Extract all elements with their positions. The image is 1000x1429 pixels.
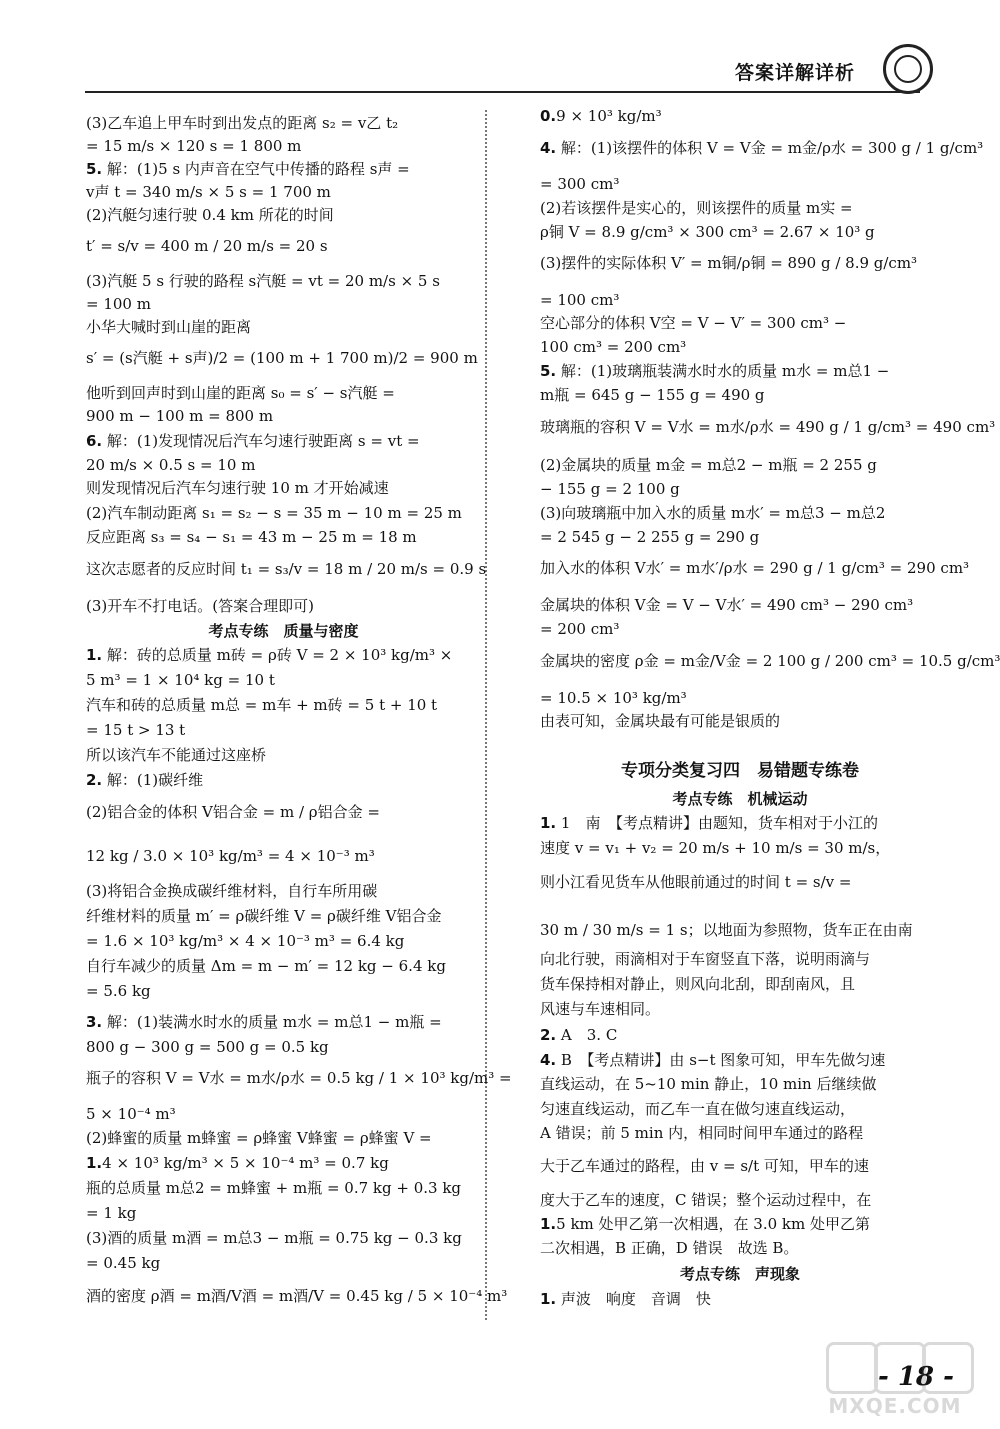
text-line: 纤维材料的质量 m′ = ρ碳纤维 V = ρ碳纤维 V铝合金: [86, 907, 442, 925]
text-line: 1.4 × 10³ kg/m³ × 5 × 10⁻⁴ m³ = 0.7 kg: [86, 1154, 389, 1172]
text-line: 酒的密度 ρ酒 = m酒/V酒 = m酒/V = 0.45 kg / 5 × 10⁻⁴ m³: [86, 1287, 508, 1305]
text-line: 向北行驶，雨滴相对于车窗竖直下落，说明雨滴与: [540, 950, 871, 968]
text-line: 匀速直线运动，而乙车一直在做匀速直线运动，: [540, 1100, 856, 1118]
text-line: 100 cm³ = 200 cm³: [540, 338, 687, 356]
logo-icon: [883, 44, 933, 94]
text-line: m瓶 = 645 g − 155 g = 490 g: [540, 386, 765, 404]
text-line: 直线运动，在 5~10 min 静止，10 min 后继续做: [540, 1075, 877, 1093]
watermark-logo: [820, 1342, 970, 1418]
text-line: 5. 解：(1)5 s 内声音在空气中传播的路程 s声 =: [86, 160, 410, 178]
text-line: 玻璃瓶的容积 V = V水 = m水/ρ水 = 490 g / 1 g/cm³ = 490 cm³: [540, 418, 996, 436]
text-line: (3)乙车追上甲车时到出发点的距离 s₂ = v乙 t₂: [86, 114, 399, 132]
text-line: (3)酒的质量 m酒 = m总3 − m瓶 = 0.75 kg − 0.3 kg: [86, 1229, 462, 1247]
text-line: (2)铝合金的体积 V铝合金 = m / ρ铝合金 =: [86, 803, 380, 821]
text-line: 1. 1 南 【考点精讲】由题知，货车相对于小江的: [540, 814, 878, 832]
text-line: (3)开车不打电话。(答案合理即可): [86, 597, 314, 615]
text-line: 速度 v = v₁ + v₂ = 20 m/s + 10 m/s = 30 m/s，: [540, 839, 891, 857]
text-line: 1. 解：砖的总质量 m砖 = ρ砖 V = 2 × 10³ kg/m³ ×: [86, 646, 453, 664]
section-heading: 考点专练 声现象: [679, 1265, 800, 1283]
text-line: t′ = s/v = 400 m / 20 m/s = 20 s: [86, 237, 328, 255]
text-line: 20 m/s × 0.5 s = 10 m: [86, 456, 256, 474]
page-number: - 18 -: [878, 1362, 954, 1392]
text-line: 1. 声波 响度 音调 快: [540, 1290, 711, 1308]
text-line: 30 m / 30 m/s = 1 s；以地面为参照物，货车正在由南: [540, 921, 913, 939]
header-rule: [85, 91, 920, 93]
text-line: 0.9 × 10³ kg/m³: [540, 107, 662, 125]
text-line: (2)金属块的质量 m金 = m总2 − m瓶 = 2 255 g: [540, 456, 877, 474]
text-line: 2. A 3. C: [540, 1026, 618, 1044]
text-line: 瓶子的容积 V = V水 = m水/ρ水 = 0.5 kg / 1 × 10³ kg/m³ =: [86, 1069, 512, 1087]
text-line: 瓶的总质量 m总2 = m蜂蜜 + m瓶 = 0.7 kg + 0.3 kg: [86, 1179, 462, 1197]
page-header-title: 答案详解详析: [735, 62, 856, 84]
text-line: 货车保持相对静止，则风向北刮，即刮南风，且: [540, 975, 856, 993]
text-line: 3. 解：(1)装满水时水的质量 m水 = m总1 − m瓶 =: [86, 1013, 442, 1031]
text-line: = 300 cm³: [540, 175, 620, 193]
text-line: 12 kg / 3.0 × 10³ kg/m³ = 4 × 10⁻³ m³: [86, 847, 375, 865]
section-heading: 考点专练 质量与密度: [208, 622, 359, 640]
text-line: v声 t = 340 m/s × 5 s = 1 700 m: [86, 183, 331, 201]
text-line: 由表可知，金属块最有可能是银质的: [540, 712, 781, 730]
text-line: 这次志愿者的反应时间 t₁ = s₃/v = 18 m / 20 m/s = 0.9 s: [86, 560, 487, 578]
text-line: 风速与车速相同。: [540, 1000, 661, 1018]
text-line: (2)汽车制动距离 s₁ = s₂ − s = 35 m − 10 m = 25 m: [86, 504, 462, 522]
text-line: = 10.5 × 10³ kg/m³: [540, 689, 687, 707]
text-line: (3)向玻璃瓶中加入水的质量 m水′ = m总3 − m总2: [540, 504, 886, 522]
text-line: 小华大喊时到山崖的距离: [86, 318, 252, 336]
text-line: s′ = (s汽艇 + s声)/2 = (100 m + 1 700 m)/2 = 900 m: [86, 349, 478, 367]
text-line: 二次相遇，B 正确，D 错误 故选 B。: [540, 1239, 799, 1257]
text-line: = 5.6 kg: [86, 982, 151, 1000]
text-line: 度大于乙车的速度，C 错误；整个运动过程中，在: [540, 1191, 872, 1209]
text-line: 则发现情况后汽车匀速行驶 10 m 才开始减速: [86, 479, 389, 497]
text-line: (3)将铝合金换成碳纤维材料，自行车所用碳: [86, 882, 378, 900]
text-line: ρ铜 V = 8.9 g/cm³ × 300 cm³ = 2.67 × 10³ g: [540, 223, 875, 241]
text-line: = 100 cm³: [540, 291, 620, 309]
text-line: = 15 t > 13 t: [86, 721, 186, 739]
text-line: 5. 解：(1)玻璃瓶装满水时水的质量 m水 = m总1 −: [540, 362, 890, 380]
text-line: (2)蜂蜜的质量 m蜂蜜 = ρ蜂蜜 V蜂蜜 = ρ蜂蜜 V =: [86, 1129, 432, 1147]
text-line: 4. 解：(1)该摆件的体积 V = V金 = m金/ρ水 = 300 g / 1 g/cm³: [540, 139, 984, 157]
text-line: 自行车减少的质量 Δm = m − m′ = 12 kg − 6.4 kg: [86, 957, 446, 975]
text-line: (2)若该摆件是实心的，则该摆件的质量 m实 =: [540, 199, 853, 217]
watermark-url: MXQE.COM: [828, 1394, 962, 1418]
text-line: 汽车和砖的总质量 m总 = m车 + m砖 = 5 t + 10 t: [86, 696, 438, 714]
text-line: = 0.45 kg: [86, 1254, 161, 1272]
text-line: 800 g − 300 g = 500 g = 0.5 kg: [86, 1038, 329, 1056]
text-line: 则小江看见货车从他眼前通过的时间 t = s/v =: [540, 873, 852, 891]
text-line: (2)汽艇匀速行驶 0.4 km 所花的时间: [86, 206, 334, 224]
text-line: 他听到回声时到山崖的距离 s₀ = s′ − s汽艇 =: [86, 384, 395, 402]
text-line: 1.5 km 处甲乙第一次相遇，在 3.0 km 处甲乙第: [540, 1215, 871, 1233]
text-line: = 2 545 g − 2 255 g = 290 g: [540, 528, 760, 546]
text-line: = 100 m: [86, 295, 151, 313]
text-line: 所以该汽车不能通过这座桥: [86, 746, 267, 764]
text-line: = 15 m/s × 120 s = 1 800 m: [86, 137, 302, 155]
text-line: 5 × 10⁻⁴ m³: [86, 1105, 176, 1123]
text-line: 金属块的密度 ρ金 = m金/V金 = 2 100 g / 200 cm³ = 10.5 g/cm³: [540, 652, 1000, 670]
text-line: 空心部分的体积 V空 = V − V′ = 300 cm³ −: [540, 314, 847, 332]
text-line: 4. B 【考点精讲】由 s−t 图象可知，甲车先做匀速: [540, 1051, 886, 1069]
text-line: 900 m − 100 m = 800 m: [86, 407, 274, 425]
text-line: 6. 解：(1)发现情况后汽车匀速行驶距离 s = vt =: [86, 432, 420, 450]
text-line: 加入水的体积 V水′ = m水′/ρ水 = 290 g / 1 g/cm³ = 290 cm³: [540, 559, 970, 577]
text-line: = 200 cm³: [540, 620, 620, 638]
section-heading: 专项分类复习四 易错题专练卷: [621, 761, 859, 781]
text-line: 大于乙车通过的路程，由 v = s/t 可知，甲车的速: [540, 1157, 869, 1175]
text-line: 金属块的体积 V金 = V − V水′ = 490 cm³ − 290 cm³: [540, 596, 914, 614]
text-line: (3)摆件的实际体积 V′ = m铜/ρ铜 = 890 g / 8.9 g/cm³: [540, 254, 918, 272]
text-line: 5 m³ = 1 × 10⁴ kg = 10 t: [86, 671, 275, 689]
text-line: = 1.6 × 10³ kg/m³ × 4 × 10⁻³ m³ = 6.4 kg: [86, 932, 405, 950]
section-heading: 考点专练 机械运动: [672, 790, 808, 808]
text-line: (3)汽艇 5 s 行驶的路程 s汽艇 = vt = 20 m/s × 5 s: [86, 272, 440, 290]
text-line: 2. 解：(1)碳纤维: [86, 771, 204, 789]
column-divider: [485, 110, 487, 1320]
text-line: − 155 g = 2 100 g: [540, 480, 680, 498]
text-line: = 1 kg: [86, 1204, 137, 1222]
text-line: 反应距离 s₃ = s₄ − s₁ = 43 m − 25 m = 18 m: [86, 528, 417, 546]
text-line: A 错误；前 5 min 内，相同时间甲车通过的路程: [540, 1124, 864, 1142]
